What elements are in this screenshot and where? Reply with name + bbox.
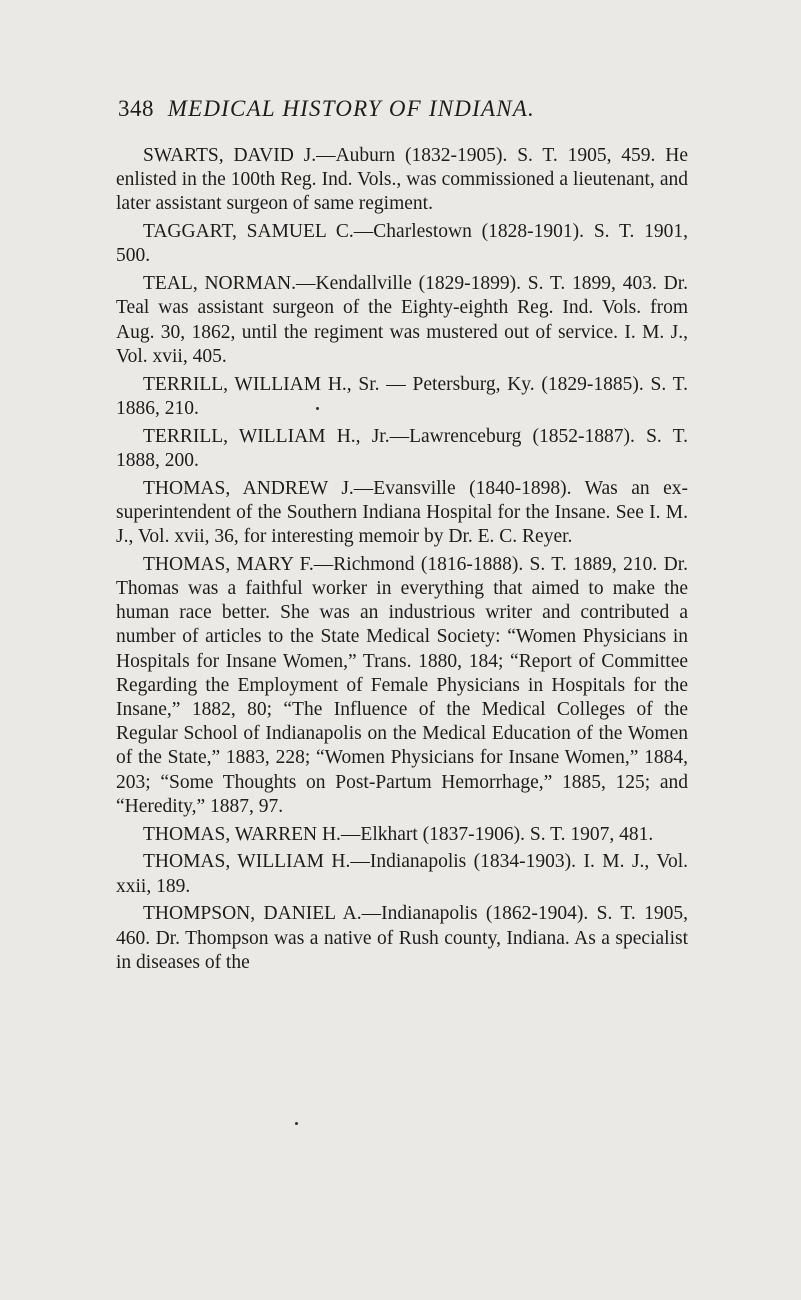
entry-thomas-william: THOMAS, WILLIAM H.—Indianapolis (1834-1903). I. M. J., Vol. xxii, 189. xyxy=(116,851,688,897)
page-header xyxy=(118,96,678,122)
ink-speck xyxy=(316,407,319,410)
entry-thomas-warren: THOMAS, WARREN H.—Elkhart (1837-1906). S. T. 1907, 481. xyxy=(143,823,654,845)
ink-speck xyxy=(295,1122,298,1125)
entry-thomas-andrew: THOMAS, ANDREW J.—Evansville (1840-1898). Was an ex-superintendent of the Southern Indiana Hospital for the Insane. See I. M. J., Vol. xvii, 36, for interesting memoir by Dr. E. C. Reyer. xyxy=(116,477,688,548)
entry-taggart-samuel: TAGGART, SAMUEL C.—Charlestown (1828-1901). S. T. 1901, 500. xyxy=(116,221,688,267)
entry-swarts-david: SWARTS, DAVID J.—Auburn (1832-1905). S. T. 1905, 459. He enlisted in the 100th Reg. Ind. Vols., was commissioned a lieutenant, and later assistant surgeon of same regiment. xyxy=(116,145,688,215)
entry-thomas-mary: THOMAS, MARY F.—Richmond (1816-1888). S. T. 1889, 210. Dr. Thomas was a faithful worker in everything that aimed to make the human race better. She was an industrious writer and contributed a number of articles to the State Medical Society: “Women Physicians in Hospitals for Insane Women,” Trans. 1880, 184; “Report of Committee Regarding the Employment of Female Physicians in Hospitals for the Insane,” 1882, 80; “The Influence of the Medical Colleges of the Regular School of Indianapolis on the Medical Education of the Women of the State,” 1883, 228; “Women Physicians for Insane Women,” 1884, 203; “Some Thoughts on Post-Partum Hemorrhage,” 1885, 125; and “Heredity,” 1887, 97. xyxy=(116,553,688,817)
entry-terrill-william-jr: TERRILL, WILLIAM H., Jr.—Lawrenceburg (1852-1887). S. T. 1888, 200. xyxy=(116,425,688,471)
entry-terrill-william-sr: TERRILL, WILLIAM H., Sr. — Petersburg, Ky. (1829-1885). S. T. 1886, 210. xyxy=(116,373,688,419)
entry-thompson-daniel: THOMPSON, DANIEL A.—Indianapolis (1862-1904). S. T. 1905, 460. Dr. Thompson was a native of Rush county, Indiana. As a specialist in diseases of the xyxy=(116,903,688,973)
running-title: MEDICAL HISTORY OF INDIANA. xyxy=(167,96,535,121)
entry-teal-norman: TEAL, NORMAN.—Kendallville (1829-1899). S. T. 1899, 403. Dr. Teal was assistant surgeon of the Eighty-eighth Reg. Ind. Vols. from Aug. 30, 1862, until the regiment was mustered out of service. I. M. J., Vol. xvii, 405. xyxy=(116,273,688,367)
page-number: 348 xyxy=(118,96,154,121)
entries-column xyxy=(116,144,688,979)
